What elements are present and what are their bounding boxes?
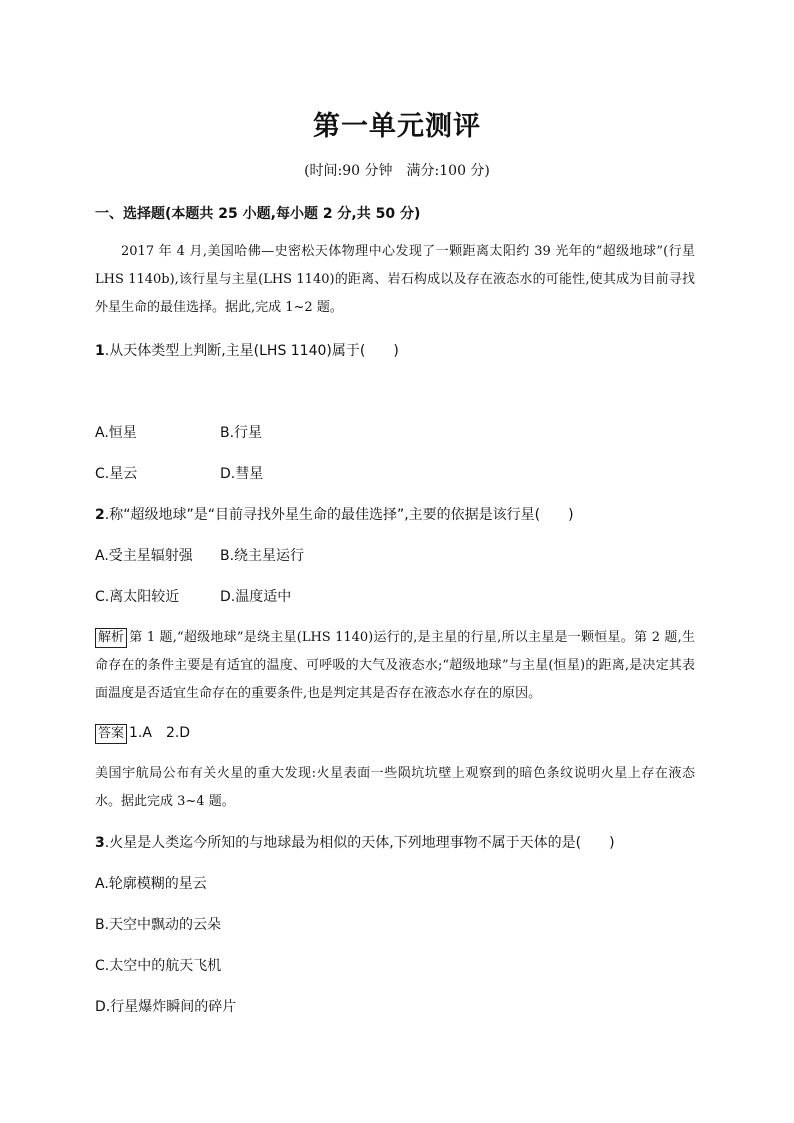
exam-time-info: (时间:90 分钟 满分:100 分) bbox=[304, 163, 490, 179]
section-heading: 一、选择题(本题共 25 小题,每小题 2 分,共 50 分) bbox=[95, 206, 421, 222]
reading-passage-2: 美国宇航局公布有关火星的重大发现:火星表面一些陨坑坑壁上观察到的暗色条纹说明火星上存在液态水。据此完成 3~4 题。 bbox=[95, 766, 695, 809]
analysis-block bbox=[95, 624, 695, 708]
question-text: .从天体类型上判断,主星(LHS 1140)属于( ) bbox=[104, 343, 399, 359]
question-3 bbox=[95, 832, 615, 852]
question-number: 1 bbox=[95, 343, 105, 359]
q3-option-d[interactable]: D.行星爆炸瞬间的碎片 bbox=[95, 999, 237, 1015]
q2-option-c[interactable]: C.离太阳较近 bbox=[95, 589, 180, 605]
q1-option-c[interactable]: C.星云 bbox=[95, 466, 138, 482]
page-title: 第一单元测评 bbox=[313, 111, 481, 142]
q2-option-b[interactable]: B.绕主星运行 bbox=[220, 548, 305, 564]
question-1 bbox=[95, 340, 399, 360]
answer-tag: 答案 bbox=[95, 724, 127, 744]
q1-option-a[interactable]: A.恒星 bbox=[95, 425, 137, 441]
question-text: .火星是人类迄今所知的与地球最为相似的天体,下列地理事物不属于天体的是( ) bbox=[104, 835, 615, 851]
q1-option-d[interactable]: D.彗星 bbox=[220, 466, 264, 482]
q1-option-b[interactable]: B.行星 bbox=[220, 425, 263, 441]
q3-option-c[interactable]: C.太空中的航天飞机 bbox=[95, 958, 222, 974]
q3-option-a[interactable]: A.轮廓模糊的星云 bbox=[95, 876, 207, 892]
question-number: 2 bbox=[95, 507, 105, 523]
analysis-tag: 解析 bbox=[95, 628, 127, 648]
question-text: .称“超级地球”是“目前寻找外星生命的最佳选择”,主要的依据是该行星( ) bbox=[104, 507, 574, 523]
question-2 bbox=[95, 504, 574, 524]
reading-passage-1: 2017 年 4 月,美国哈佛—史密松天体物理中心发现了一颗距离太阳约 39 光年的“超级地球”(行星 LHS 1140b),该行星与主星(LHS 1140)的距离、岩石构成以及存在液态水的可能性,使其成为目前寻找外星生命的最佳选择。据此,完成 1~2 题。 bbox=[95, 244, 695, 315]
answer-block bbox=[95, 722, 190, 744]
answer-text: 1.A 2.D bbox=[129, 725, 191, 741]
question-number: 3 bbox=[95, 835, 105, 851]
q2-option-d[interactable]: D.温度适中 bbox=[220, 589, 292, 605]
analysis-text: 第 1 题,“超级地球”是绕主星(LHS 1140)运行的,是主星的行星,所以主星是一颗恒星。第 2 题,生命存在的条件主要是有适宜的温度、可呼吸的大气及液态水;“超级地球”与主星(恒星)的距离,是决定其表面温度是否适宜生命存在的重要条件,也是判定其是否存在液态水存在的原因。 bbox=[95, 630, 695, 701]
q2-option-a[interactable]: A.受主星辐射强 bbox=[95, 548, 193, 564]
q3-option-b[interactable]: B.天空中飘动的云朵 bbox=[95, 917, 222, 933]
